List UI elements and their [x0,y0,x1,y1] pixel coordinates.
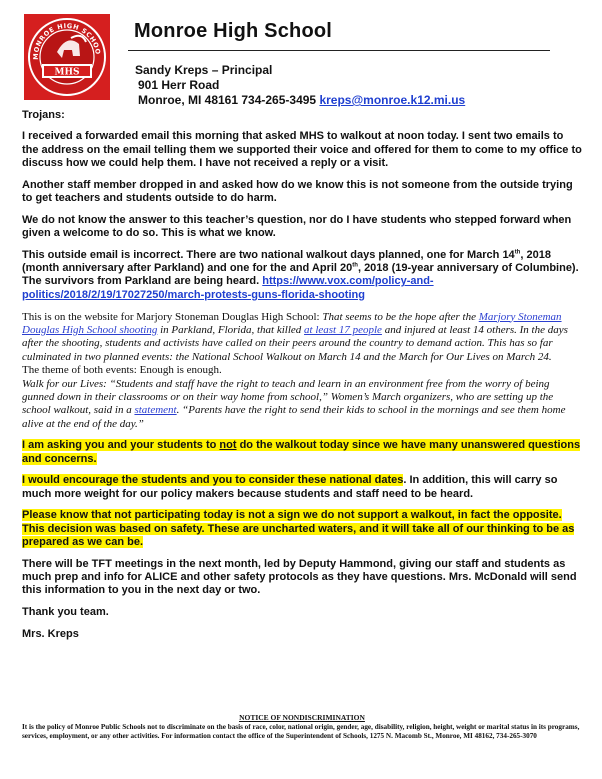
walk-text-2: . “Parents have the right to send their kids to school in the mornings and see them home alive at the end of the day.” [22,404,566,430]
encourage-highlight: I would encourage the students and you to consider these national dates [22,474,404,487]
national-dates-text-a: This outside email is incorrect. There are two national walkout days planned, one for March 14 [22,248,515,261]
shooting-link[interactable]: Marjory Stoneman Douglas High School shooting [22,310,562,336]
theme-line: The theme of both events: Enough is enough. [22,364,222,377]
encourage-rest: . In addition, this will carry so much more weight for our policy makers because students and staff need to be heard. [22,474,558,500]
walk-text-1: Walk for our Lives: “Students and staff have the right to teach and learn in an environment free from the worry of being gunned down in their classrooms or on their way home from school,” Women’s March organizers, who are setting up the school walkout, said in a [22,377,554,417]
request-not-emphasis: not [219,439,237,452]
safety-highlight: Please know that not participating today is not a sign we do not support a walkout, in fact the opposite. This decision was based on safety. These are uncharted waters, and it will take all of our thinking to be as prepared as we can be. [22,509,575,548]
statement-link[interactable]: statement [134,404,177,417]
quote-text-2: in Parkland, Florida, that killed [157,323,305,336]
salutation: Trojans: [22,109,65,121]
paragraph-safety-decision [22,509,582,549]
quote-intro: This is on the website for Marjory Stoneman Douglas High School: [22,310,323,323]
paragraph-encourage-dates [22,474,582,501]
svg-text:MONROE HIGH SCHOOL: MONROE HIGH SCHOO [31,21,103,60]
closing-line: Thank you team. [22,606,109,619]
quote-text-1: That seems to be the hope after the [322,310,479,323]
request-text-a: I am asking you and your students to [22,439,220,452]
paragraph-request-no-walkout [22,439,582,466]
nondiscrimination-notice [22,713,582,741]
paragraph-national-dates [22,249,582,302]
superscript-th-2: th [352,262,358,269]
notice-text: It is the policy of Monroe Public Schools not to discriminate on the basis of race, color, national origin, gender, age, disability, religion, height, weight or marital status in its programs, services, employment, or any other activities. For information contact the office of the Superintendent of Schools, 1275 N. Macomb St., Monroe, MI 48162, 734-265-3070 [22,723,580,740]
walk-for-lives-quote [22,378,582,432]
principal-contact-block [135,63,465,108]
notice-title: NOTICE OF NONDISCRIMINATION [239,713,365,722]
paragraph-staff-concern: Another staff member dropped in and asked how do we know this is not someone from the outside trying to get teachers and students outside to do harm. [22,178,573,204]
request-text-b: do the walkout today since we have many unanswered questions and concerns. [22,439,581,465]
svg-text:MHS: MHS [54,67,80,78]
paragraph-unknown-answer: We do not know the answer to this teacher’s question, nor do I have students who stepped forward when given a welcome to do so. This is what we know. [22,213,572,240]
msdhs-quote-block [22,311,582,432]
city-phone-line [135,93,465,108]
seventeen-people-link[interactable]: at least 17 people [304,323,382,336]
address-line: 901 Herr Road [138,78,220,92]
school-crest-icon [24,14,110,100]
vox-article-link[interactable]: https://www.vox.com/policy-and-politics/2018/2/19/17027250/march-protests-guns-florida-shooting [22,275,434,301]
paragraph-walkout-email: I received a forwarded email this morning that asked MHS to walkout at noon today. I sent two emails to the address on the email telling them we supported their voice and offered for them to come to my office to discuss how we could help them. I have not received a reply or a visit. [22,130,582,169]
signature: Mrs. Kreps [22,627,79,640]
principal-name: Sandy Kreps – Principal [135,63,273,77]
national-dates-text-c: , 2018 (19-year anniversary of Columbine). The survivors from Parkland are being heard. [22,262,579,288]
national-dates-text-b: , 2018 (month anniversary after Parkland) and one for the and April 20 [22,248,551,275]
city-phone-text: Monroe, MI 48161 734-265-3495 [138,93,317,107]
school-title: Monroe High School [134,20,333,42]
superscript-th-1: th [514,249,521,256]
letter-body [22,109,582,650]
quote-text-3: and injured at least 14 others. In the days after the shooting, students and activists have called on their peers around the country to demand action. This has so far culminated in two planned events: the National School Walkout on March 14 and the March for Our Lives on March 24. [22,323,568,363]
email-link[interactable]: kreps@monroe.k12.mi.us [319,93,466,107]
title-divider [128,50,550,51]
school-logo [24,14,110,100]
paragraph-tft-meetings: There will be TFT meetings in the next month, led by Deputy Hammond, giving our staff and students as much prep and info for ALICE and other safety protocols as they have questions. Mrs. McDonald will send this information to you in the next day or two. [22,557,577,597]
